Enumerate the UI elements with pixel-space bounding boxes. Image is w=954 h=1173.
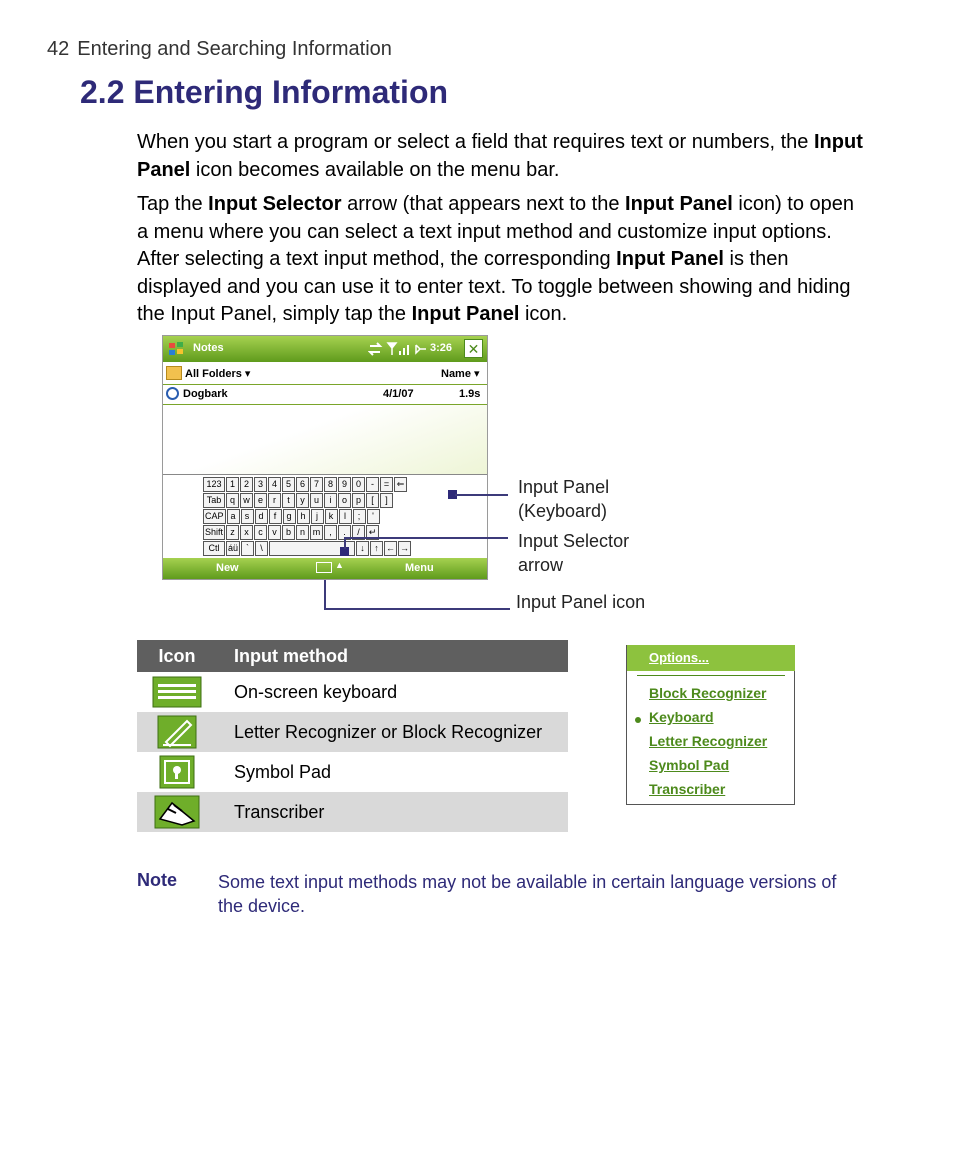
- keyboard-icon: [152, 676, 202, 708]
- running-title: Entering and Searching Information: [77, 38, 392, 60]
- callout-line-panel: [324, 608, 510, 610]
- page-number: 42: [47, 38, 70, 60]
- text-run: icon) to open a menu where you can select a text input method and customize input options. After selecting a text input method, the corresponding: [137, 193, 855, 270]
- options-menu-separator: [637, 675, 785, 676]
- keyboard-key[interactable]: 2: [240, 477, 253, 492]
- keyboard-key[interactable]: y: [296, 493, 309, 508]
- clock: 3:26: [430, 342, 453, 354]
- keyboard-key[interactable]: ←: [384, 541, 397, 556]
- menu-bar: [163, 558, 487, 579]
- table-row: [137, 672, 568, 712]
- table-row: [137, 752, 568, 792]
- note-label: Note: [137, 870, 177, 890]
- keyboard-key[interactable]: d: [255, 509, 268, 524]
- keyboard-key[interactable]: ,: [324, 525, 337, 540]
- keyboard-key[interactable]: g: [283, 509, 296, 524]
- menu-item-keyboard[interactable]: Keyboard: [649, 709, 714, 725]
- input-panel-keyboard: [163, 474, 487, 559]
- keyboard-key[interactable]: 5: [282, 477, 295, 492]
- keyboard-key[interactable]: →: [398, 541, 411, 556]
- callout-keyboard: Input Panel (Keyboard): [518, 477, 610, 521]
- menu-item-transcriber[interactable]: Transcriber: [649, 781, 726, 797]
- keyboard-key[interactable]: ⇐: [394, 477, 407, 492]
- text-run: Input Panel: [625, 193, 733, 215]
- keyboard-key[interactable]: ;: [353, 509, 366, 524]
- transcriber-icon: [154, 795, 200, 829]
- keyboard-key[interactable]: w: [240, 493, 253, 508]
- app-title: Notes: [193, 342, 224, 354]
- running-header: [47, 38, 392, 61]
- text-run: Input Panel: [137, 131, 863, 181]
- keyboard-row: [203, 477, 447, 492]
- input-panel-icon[interactable]: [316, 562, 332, 573]
- table-row: [137, 792, 568, 832]
- keyboard-key[interactable]: q: [226, 493, 239, 508]
- keyboard-key[interactable]: u: [310, 493, 323, 508]
- keyboard-key[interactable]: ]: [380, 493, 393, 508]
- note-size: 1.9s: [459, 388, 481, 400]
- keyboard-key[interactable]: c: [254, 525, 267, 540]
- callout-line-keyboard: [455, 494, 508, 496]
- keyboard-key[interactable]: ↑: [370, 541, 383, 556]
- keyboard-key[interactable]: 8: [324, 477, 337, 492]
- method-name: Symbol Pad: [234, 761, 332, 782]
- keyboard-key[interactable]: o: [338, 493, 351, 508]
- keyboard-key[interactable]: =: [380, 477, 393, 492]
- keyboard-key[interactable]: a: [227, 509, 240, 524]
- selected-bullet-icon: [635, 717, 641, 723]
- menu-softkey[interactable]: Menu: [405, 562, 434, 574]
- keyboard-key[interactable]: m: [310, 525, 323, 540]
- section-title: 2.2 Entering Information: [80, 74, 449, 110]
- keyboard-key[interactable]: `: [241, 541, 254, 556]
- start-icon[interactable]: [167, 340, 185, 358]
- keyboard-key[interactable]: 7: [310, 477, 323, 492]
- keyboard-row: [203, 541, 447, 556]
- note-text: Some text input methods may not be available in certain language versions of the device.: [218, 872, 837, 916]
- keyboard-key[interactable]: 9: [338, 477, 351, 492]
- keyboard-key[interactable]: 123: [203, 477, 225, 492]
- close-button[interactable]: ✕: [464, 339, 483, 358]
- keyboard-key[interactable]: .: [338, 525, 351, 540]
- menu-item-symbol-pad[interactable]: Symbol Pad: [649, 757, 730, 773]
- folder-bar: [163, 362, 487, 385]
- callout-line-selector-v: [344, 537, 346, 549]
- title-bar: [163, 336, 487, 362]
- keyboard-key[interactable]: x: [240, 525, 253, 540]
- keyboard-key[interactable]: 0: [352, 477, 365, 492]
- keyboard-row: [203, 509, 447, 524]
- keyboard-key[interactable]: Shift: [203, 525, 225, 540]
- keyboard-key[interactable]: l: [339, 509, 352, 524]
- options-menu: [626, 645, 795, 805]
- keyboard-key[interactable]: 6: [296, 477, 309, 492]
- callout-line-panel-v: [324, 580, 326, 610]
- list-item[interactable]: [163, 384, 487, 405]
- callout-panel-icon: Input Panel icon: [516, 592, 646, 612]
- text-run: Input Panel: [411, 303, 520, 325]
- keyboard-key[interactable]: f: [269, 509, 282, 524]
- keyboard-key[interactable]: ↵: [366, 525, 379, 540]
- notes-list-area: [163, 405, 487, 474]
- symbol-pad-icon: [159, 755, 195, 789]
- callout-selector: Input Selector arrow: [518, 531, 630, 575]
- table-header-method: Input method: [217, 640, 568, 672]
- keyboard-key[interactable]: [: [366, 493, 379, 508]
- keyboard-key[interactable]: 1: [226, 477, 239, 492]
- table-header-icon: Icon: [137, 640, 217, 672]
- paragraph-1: [137, 129, 867, 184]
- keyboard-key[interactable]: \: [255, 541, 268, 556]
- method-name: Transcriber: [217, 792, 568, 832]
- keyboard-key[interactable]: b: [282, 525, 295, 540]
- keyboard-key[interactable]: p: [352, 493, 365, 508]
- note-date: 4/1/07: [383, 388, 414, 400]
- keyboard-key[interactable]: t: [282, 493, 295, 508]
- text-run: When you start a program or select a field that requires text or numbers, the: [137, 131, 814, 153]
- keyboard-key[interactable]: CAP: [203, 509, 226, 524]
- text-run: icon becomes available on the menu bar.: [190, 158, 560, 181]
- keyboard-key[interactable]: i: [324, 493, 337, 508]
- keyboard-key[interactable]: k: [325, 509, 338, 524]
- paragraph-2: [137, 191, 867, 329]
- text-run: is then displayed and you can use it to enter text. To toggle between showing and hiding the Input Panel, simply tap the: [137, 248, 851, 325]
- options-menu-header[interactable]: Options...: [627, 645, 795, 671]
- device-screenshot: [162, 335, 488, 580]
- pen-icon: [157, 715, 197, 749]
- text-run: arrow (that appears next to the: [341, 193, 626, 215]
- text-run: Tap the: [137, 193, 209, 215]
- status-icons[interactable]: [368, 340, 428, 358]
- keyboard-key[interactable]: z: [226, 525, 239, 540]
- keyboard-key[interactable]: s: [241, 509, 254, 524]
- keyboard-key[interactable]: ↓: [356, 541, 369, 556]
- note-icon: [166, 387, 179, 400]
- method-name: On-screen keyboard: [234, 681, 398, 702]
- method-name: Letter Recognizer or Block Recognizer: [217, 712, 568, 752]
- keyboard-key[interactable]: r: [268, 493, 281, 508]
- keyboard-key[interactable]: h: [297, 509, 310, 524]
- soft-keyboard: [203, 477, 447, 557]
- keyboard-row: [203, 493, 447, 508]
- new-softkey[interactable]: New: [216, 562, 239, 574]
- keyboard-key[interactable]: -: [366, 477, 379, 492]
- text-run: Input Selector: [208, 193, 342, 215]
- keyboard-key[interactable]: áü: [226, 541, 240, 556]
- keyboard-key[interactable]: /: [352, 525, 365, 540]
- folder-icon: [166, 366, 182, 380]
- input-selector-arrow[interactable]: ▲: [335, 560, 344, 570]
- keyboard-key[interactable]: 3: [254, 477, 267, 492]
- keyboard-key[interactable]: e: [254, 493, 267, 508]
- note-name: Dogbark: [183, 388, 228, 400]
- keyboard-key[interactable]: v: [268, 525, 281, 540]
- keyboard-key[interactable]: n: [296, 525, 309, 540]
- menu-item-block-recognizer[interactable]: Block Recognizer: [649, 685, 767, 701]
- table-row: [137, 712, 568, 752]
- text-run: icon.: [519, 303, 568, 325]
- keyboard-key[interactable]: Ctl: [203, 541, 225, 556]
- folder-dropdown[interactable]: All Folders ▾: [185, 368, 251, 380]
- keyboard-key[interactable]: Tab: [203, 493, 225, 508]
- menu-item-letter-recognizer[interactable]: Letter Recognizer: [649, 733, 768, 749]
- sort-dropdown[interactable]: Name ▾: [441, 368, 480, 380]
- keyboard-key[interactable]: j: [311, 509, 324, 524]
- keyboard-key[interactable]: 4: [268, 477, 281, 492]
- input-method-table: [137, 640, 568, 832]
- text-run: Input Panel: [616, 248, 724, 270]
- callout-line-selector: [345, 537, 508, 539]
- keyboard-key[interactable]: ': [367, 509, 380, 524]
